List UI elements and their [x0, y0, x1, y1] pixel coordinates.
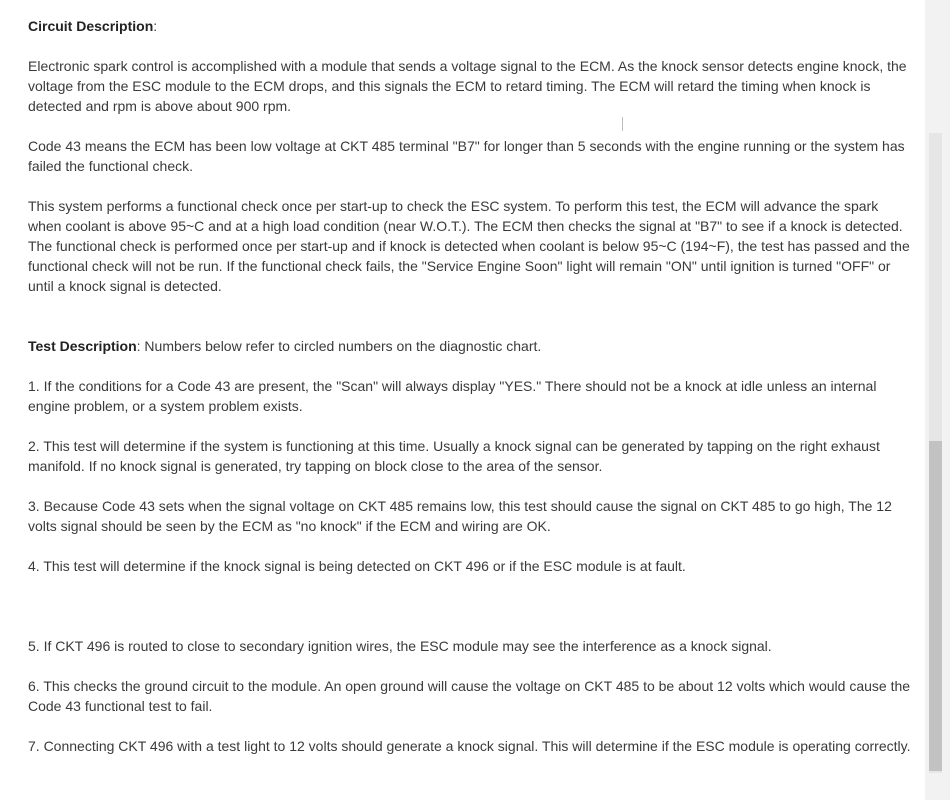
- circuit-heading-colon: :: [153, 18, 158, 34]
- circuit-paragraph: Code 43 means the ECM has been low voltage at CKT 485 terminal "B7" for longer than 5 seconds with the engine running or the system has failed the functional check.: [28, 138, 905, 174]
- test-step-4: 4. This test will determine if the knock signal is being detected on CKT 496 or if the ESC module is at fault.: [28, 558, 686, 574]
- circuit-paragraph: Electronic spark control is accomplished with a module that sends a voltage signal to the ECM. As the knock sensor detects engine knock, the voltage from the ESC module to the ECM drops, and this signals the ECM to retard timing. The ECM will retard the timing when knock is detected and rpm is above about 900 rpm.: [28, 58, 907, 114]
- spacer: [28, 596, 912, 636]
- test-description-heading: [28, 336, 912, 356]
- test-heading-label: Test Description: [28, 338, 137, 354]
- test-step-1: 1. If the conditions for a Code 43 are present, the "Scan" will always display "YES." There should not be a knock at idle unless an internal engine problem, or a system problem exists.: [28, 378, 877, 414]
- spacer: [28, 316, 912, 336]
- test-heading-intro: : Numbers below refer to circled numbers on the diagnostic chart.: [136, 338, 542, 354]
- circuit-heading-label: Circuit Description: [28, 18, 154, 34]
- text-cursor-icon: [622, 117, 623, 131]
- circuit-description-heading: [28, 16, 912, 36]
- test-step-3: 3. Because Code 43 sets when the signal voltage on CKT 485 remains low, this test should cause the signal on CKT 485 to go high, The 12 volts signal should be seen by the ECM as "no knock" if the ECM and wiring are OK.: [28, 498, 892, 534]
- test-step-6: 6. This checks the ground circuit to the module. An open ground will cause the voltage on CKT 485 to be about 12 volts which would cause the Code 43 functional test to fail.: [28, 678, 911, 714]
- document-content: [28, 16, 912, 776]
- circuit-paragraph: This system performs a functional check once per start-up to check the ESC system. To perform this test, the ECM will advance the spark when coolant is above 95~C and at a high load condition (near W.O.T.). The ECM then checks the signal at "B7" to see if a knock is detected. The functional check is performed once per start-up and if knock is detected when coolant is below 95~C (194~F), the test has passed and the functional check will not be run. If the functional check fails, the "Service Engine Soon" light will remain "ON" until ignition is turned "OFF" or until a knock signal is detected.: [28, 198, 910, 294]
- test-step-2: 2. This test will determine if the system is functioning at this time. Usually a knock signal can be generated by tapping on the right exhaust manifold. If no knock signal is generated, try tapping on block close to the area of the sensor.: [28, 438, 880, 474]
- test-step-7: 7. Connecting CKT 496 with a test light to 12 volts should generate a knock signal. This will determine if the ESC module is operating correctly.: [28, 738, 911, 754]
- test-step-5: 5. If CKT 496 is routed to close to secondary ignition wires, the ESC module may see the interference as a knock signal.: [28, 638, 772, 654]
- scrollbar-thumb[interactable]: [929, 441, 942, 771]
